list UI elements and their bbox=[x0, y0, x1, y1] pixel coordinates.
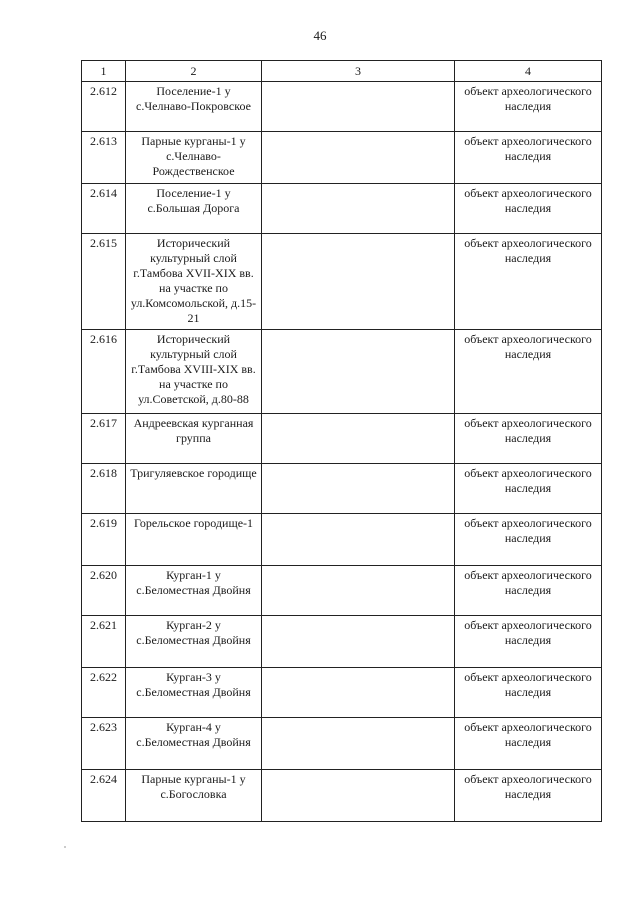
row-number-cell: 2.612 bbox=[82, 82, 126, 132]
column-3-cell bbox=[262, 616, 455, 668]
column-3-cell bbox=[262, 184, 455, 234]
table-row bbox=[82, 184, 602, 234]
table-row bbox=[82, 132, 602, 184]
object-name-cell: Поселение-1 у с.Большая Дорога bbox=[126, 184, 262, 234]
heritage-table bbox=[81, 60, 602, 822]
object-name-cell: Андреевская курганная группа bbox=[126, 414, 262, 464]
row-number-cell: 2.622 bbox=[82, 668, 126, 718]
column-3-cell bbox=[262, 668, 455, 718]
row-number-cell: 2.613 bbox=[82, 132, 126, 184]
column-3-cell bbox=[262, 132, 455, 184]
table-header-row bbox=[82, 61, 602, 82]
row-number-cell: 2.615 bbox=[82, 234, 126, 330]
object-type-cell: объект археологического наследия bbox=[455, 234, 602, 330]
object-type-cell: объект археологического наследия bbox=[455, 718, 602, 770]
object-name-cell: Курган-1 у с.Беломестная Двойня bbox=[126, 566, 262, 616]
object-name-cell: Исторический культурный слой г.Тамбова XVII-XIX вв. на участке по ул.Комсомольской, д.15-21 bbox=[126, 234, 262, 330]
row-number-cell: 2.616 bbox=[82, 330, 126, 414]
column-header: 3 bbox=[262, 61, 455, 82]
object-name-cell: Тригуляевское городище bbox=[126, 464, 262, 514]
object-type-cell: объект археологического наследия bbox=[455, 132, 602, 184]
row-number-cell: 2.621 bbox=[82, 616, 126, 668]
object-name-cell: Курган-3 у с.Беломестная Двойня bbox=[126, 668, 262, 718]
row-number-cell: 2.620 bbox=[82, 566, 126, 616]
object-type-cell: объект археологического наследия bbox=[455, 414, 602, 464]
column-3-cell bbox=[262, 718, 455, 770]
object-type-cell: объект археологического наследия bbox=[455, 330, 602, 414]
row-number-cell: 2.623 bbox=[82, 718, 126, 770]
object-name-cell: Горельское городище-1 bbox=[126, 514, 262, 566]
object-name-cell: Курган-4 у с.Беломестная Двойня bbox=[126, 718, 262, 770]
table-row bbox=[82, 770, 602, 822]
column-3-cell bbox=[262, 566, 455, 616]
object-name-cell: Курган-2 у с.Беломестная Двойня bbox=[126, 616, 262, 668]
object-type-cell: объект археологического наследия bbox=[455, 668, 602, 718]
column-3-cell bbox=[262, 464, 455, 514]
table-row bbox=[82, 234, 602, 330]
object-name-cell: Исторический культурный слой г.Тамбова XVIII-XIX вв. на участке по ул.Советской, д.80-88 bbox=[126, 330, 262, 414]
table-row bbox=[82, 464, 602, 514]
column-3-cell bbox=[262, 414, 455, 464]
table-row bbox=[82, 414, 602, 464]
column-3-cell bbox=[262, 82, 455, 132]
table-row bbox=[82, 330, 602, 414]
column-header: 4 bbox=[455, 61, 602, 82]
row-number-cell: 2.618 bbox=[82, 464, 126, 514]
row-number-cell: 2.614 bbox=[82, 184, 126, 234]
object-type-cell: объект археологического наследия bbox=[455, 514, 602, 566]
table-row bbox=[82, 668, 602, 718]
column-3-cell bbox=[262, 514, 455, 566]
object-type-cell: объект археологического наследия bbox=[455, 616, 602, 668]
object-type-cell: объект археологического наследия bbox=[455, 770, 602, 822]
column-header: 2 bbox=[126, 61, 262, 82]
table-row bbox=[82, 616, 602, 668]
object-name-cell: Парные курганы-1 у с.Челнаво-Рождественское bbox=[126, 132, 262, 184]
row-number-cell: 2.617 bbox=[82, 414, 126, 464]
table-row bbox=[82, 82, 602, 132]
table-row bbox=[82, 566, 602, 616]
column-header: 1 bbox=[82, 61, 126, 82]
object-type-cell: объект археологического наследия bbox=[455, 464, 602, 514]
scan-speck bbox=[64, 846, 66, 848]
object-name-cell: Парные курганы-1 у с.Богословка bbox=[126, 770, 262, 822]
object-type-cell: объект археологического наследия bbox=[455, 82, 602, 132]
table-row bbox=[82, 718, 602, 770]
column-3-cell bbox=[262, 234, 455, 330]
row-number-cell: 2.624 bbox=[82, 770, 126, 822]
page-number: 46 bbox=[313, 28, 327, 43]
column-3-cell bbox=[262, 330, 455, 414]
object-type-cell: объект археологического наследия bbox=[455, 184, 602, 234]
object-type-cell: объект археологического наследия bbox=[455, 566, 602, 616]
row-number-cell: 2.619 bbox=[82, 514, 126, 566]
column-3-cell bbox=[262, 770, 455, 822]
table-row bbox=[82, 514, 602, 566]
object-name-cell: Поселение-1 у с.Челнаво-Покровское bbox=[126, 82, 262, 132]
